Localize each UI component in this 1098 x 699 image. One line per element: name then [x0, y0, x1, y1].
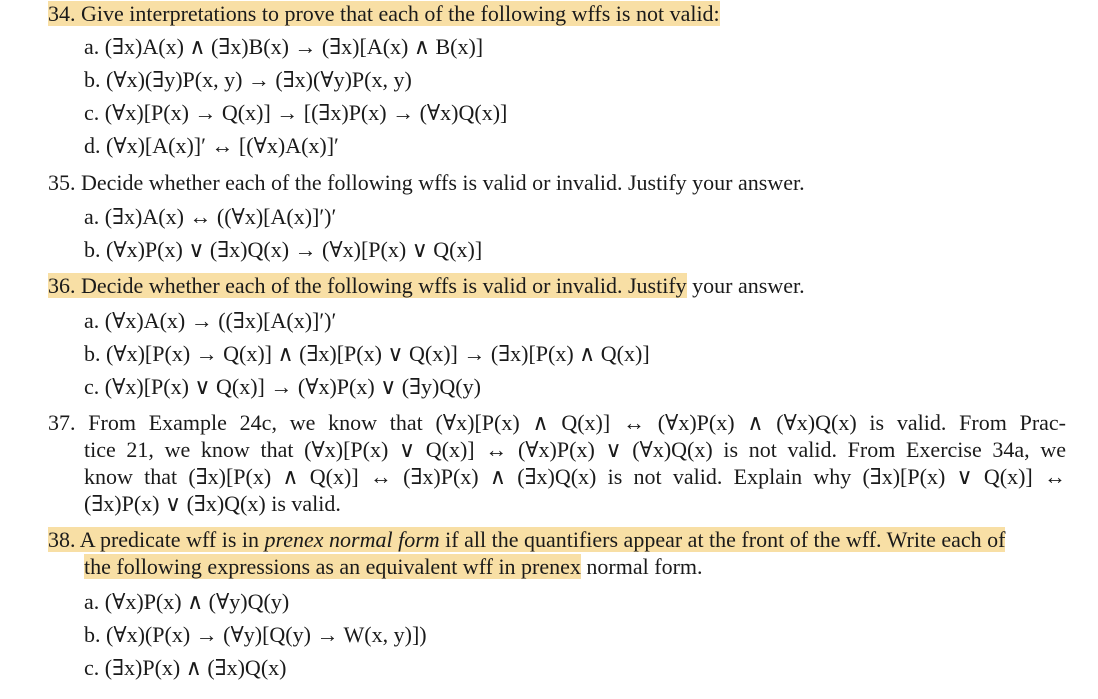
problem-34d: d. (∀x)[A(x)]′ ↔ [(∀x)A(x)]′	[84, 133, 339, 158]
problem-35-stem: 35. Decide whether each of the following wffs is valid or invalid. Justify your answer.	[48, 170, 805, 195]
problem-38c: c. (∃x)P(x) ∧ (∃x)Q(x)	[84, 655, 287, 680]
problem-34c: c. (∀x)[P(x) → Q(x)] → [(∃x)P(x) → (∀x)Q(x)]	[84, 100, 508, 125]
problem-38-pre: 38. A predicate wff is in	[48, 527, 265, 552]
problem-36b: b. (∀x)[P(x) → Q(x)] ∧ (∃x)[P(x) ∨ Q(x)] → (∃x)[P(x) ∧ Q(x)]	[84, 341, 650, 366]
problem-38-post: if all the quantifiers appear at the front of the wff. Write each of	[439, 527, 1006, 552]
highlight	[48, 527, 1005, 552]
problem-36-stem-rest: your answer.	[686, 273, 805, 298]
problem-38b: b. (∀x)(P(x) → (∀y)[Q(y) → W(x, y)])	[84, 622, 427, 647]
problem-38a: a. (∀x)P(x) ∧ (∀y)Q(y)	[84, 589, 290, 614]
problem-37-line-3: know that (∃x)[P(x) ∧ Q(x)] ↔ (∃x)P(x) ∧ (∃x)Q(x) is not valid. Explain why (∃x)[P(x) ∨ Q(x)] ↔	[84, 464, 1066, 489]
problem-34-stem	[48, 0, 720, 27]
highlight: the following expressions as an equivalent wff in prenex	[84, 554, 581, 579]
problem-34a: a. (∃x)A(x) ∧ (∃x)B(x) → (∃x)[A(x) ∧ B(x)]	[84, 34, 484, 59]
term-prenex-normal-form: prenex normal form	[264, 527, 440, 552]
problem-35b: b. (∀x)P(x) ∨ (∃x)Q(x) → (∀x)[P(x) ∨ Q(x)]	[84, 237, 483, 262]
problem-34b: b. (∀x)(∃y)P(x, y) → (∃x)(∀y)P(x, y)	[84, 67, 412, 92]
problem-36-stem	[48, 272, 805, 299]
problem-37-line-1: 37. From Example 24c, we know that (∀x)[P(x) ∧ Q(x)] ↔ (∀x)P(x) ∧ (∀x)Q(x) is valid. From Prac-	[48, 410, 1066, 435]
highlight: 36. Decide whether each of the following wffs is valid or invalid. Justify	[48, 273, 687, 298]
problem-37-line-2: tice 21, we know that (∀x)[P(x) ∨ Q(x)] ↔ (∀x)P(x) ∨ (∀x)Q(x) is not valid. From Exercise 34a, we	[84, 437, 1066, 462]
problem-38-line-2-rest: normal form.	[580, 554, 703, 579]
problem-37-line-4: (∃x)P(x) ∨ (∃x)Q(x) is valid.	[84, 491, 341, 516]
problem-38-line-1	[48, 526, 1068, 553]
problem-36c: c. (∀x)[P(x) ∨ Q(x)] → (∀x)P(x) ∨ (∃y)Q(y)	[84, 374, 481, 399]
problem-35a: a. (∃x)A(x) ↔ ((∀x)[A(x)]′)′	[84, 204, 337, 229]
problem-38-line-2	[84, 553, 703, 580]
problem-36a: a. (∀x)A(x) → ((∃x)[A(x)]′)′	[84, 308, 337, 333]
highlight: 34. Give interpretations to prove that each of the following wffs is not valid:	[48, 1, 720, 26]
